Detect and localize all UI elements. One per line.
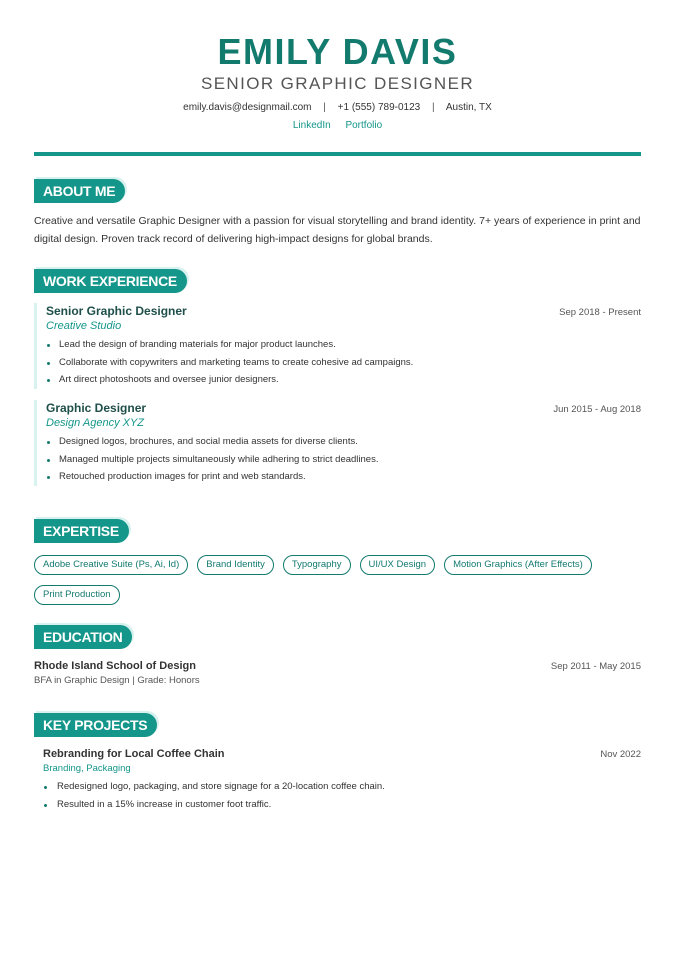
profile-links <box>0 119 675 133</box>
skill-chip: UI/UX Design <box>360 555 436 575</box>
bullet-item: Art direct photoshoots and oversee junior designers. <box>46 371 641 389</box>
skill-chips <box>34 555 649 605</box>
section-heading-projects: KEY PROJECTS <box>34 713 157 737</box>
job-bullets <box>46 336 641 389</box>
separator: | <box>323 102 326 113</box>
bullet-item: Retouched production images for print and web standards. <box>46 468 641 486</box>
job-bullets <box>46 433 641 486</box>
project-date: Nov 2022 <box>600 749 641 760</box>
bullet-item: Designed logos, brochures, and social media assets for diverse clients. <box>46 433 641 451</box>
phone-number[interactable]: +1 (555) 789-0123 <box>337 102 421 113</box>
project-bullets <box>43 778 641 813</box>
bullet-item: Lead the design of branding materials for major product launches. <box>46 336 641 354</box>
resume-header <box>0 0 675 133</box>
education-date: Sep 2011 - May 2015 <box>550 661 641 672</box>
education-item <box>34 659 641 688</box>
location: Austin, TX <box>445 102 492 113</box>
portfolio-link[interactable]: Portfolio <box>345 120 383 131</box>
about-summary: Creative and versatile Graphic Designer with a passion for visual storytelling and brand identity. 7+ years of experience in print and digital design. Proven track record of delivering high-impact designs for global brands. <box>34 215 641 245</box>
candidate-name: EMILY DAVIS <box>217 31 458 72</box>
job-date: Sep 2018 - Present <box>559 307 641 318</box>
skill-chip: Typography <box>283 555 351 575</box>
bullet-item: Redesigned logo, packaging, and store signage for a 20-location coffee chain. <box>43 778 641 796</box>
candidate-title: SENIOR GRAPHIC DESIGNER <box>200 74 475 93</box>
job-company: Design Agency XYZ <box>46 417 145 429</box>
school-name: Rhode Island School of Design <box>34 660 196 672</box>
linkedin-link[interactable]: LinkedIn <box>292 120 331 131</box>
section-heading-education: EDUCATION <box>34 625 132 649</box>
skill-chip: Print Production <box>34 585 120 605</box>
contact-line <box>0 101 675 115</box>
skill-chip: Adobe Creative Suite (Ps, Ai, Id) <box>34 555 188 575</box>
section-heading-work: WORK EXPERIENCE <box>34 269 187 293</box>
job-title: Senior Graphic Designer <box>46 304 187 318</box>
degree: BFA in Graphic Design | Grade: Honors <box>34 675 200 686</box>
project-item <box>43 747 641 813</box>
email-link[interactable]: emily.davis@designmail.com <box>183 102 312 113</box>
bullet-item: Resulted in a 15% increase in customer foot traffic. <box>43 796 641 814</box>
bullet-item: Collaborate with copywriters and marketing teams to create cohesive ad campaigns. <box>46 354 641 372</box>
job-title: Graphic Designer <box>46 401 147 415</box>
section-heading-expertise: EXPERTISE <box>34 519 129 543</box>
project-tags: Branding, Packaging <box>43 763 131 774</box>
job-company: Creative Studio <box>46 320 122 332</box>
skill-chip: Motion Graphics (After Effects) <box>444 555 592 575</box>
bullet-item: Managed multiple projects simultaneously while adhering to strict deadlines. <box>46 451 641 469</box>
experience-item <box>34 400 641 486</box>
section-heading-about: ABOUT ME <box>34 179 125 203</box>
experience-item <box>34 303 641 389</box>
skill-chip: Brand Identity <box>197 555 274 575</box>
separator: | <box>432 102 435 113</box>
job-date: Jun 2015 - Aug 2018 <box>553 404 641 415</box>
project-title: Rebranding for Local Coffee Chain <box>43 748 225 760</box>
header-divider <box>34 152 641 156</box>
